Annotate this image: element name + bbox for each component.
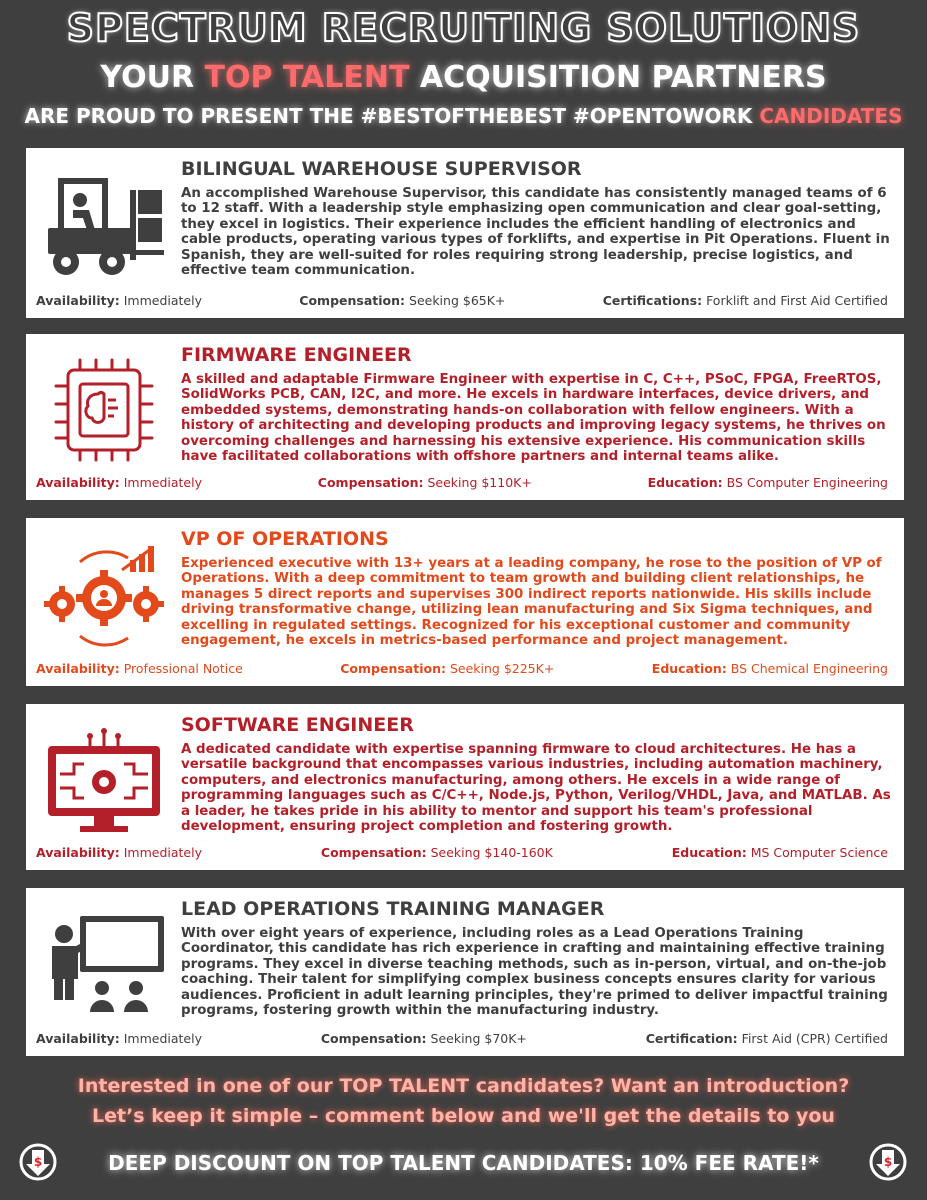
availability: Availability: Immediately xyxy=(36,475,202,490)
candidate-card-vp-operations xyxy=(26,518,904,686)
tagline xyxy=(0,60,927,95)
subline xyxy=(0,104,927,128)
svg-text:$: $ xyxy=(33,1155,43,1169)
candidate-details xyxy=(36,661,888,676)
candidate-title: LEAD OPERATIONS TRAINING MANAGER xyxy=(181,898,605,920)
tagline-suffix: ACQUISITION PARTNERS xyxy=(409,60,827,95)
availability: Availability: Immediately xyxy=(36,293,202,308)
candidate-details xyxy=(36,1031,888,1046)
candidate-card-training-manager xyxy=(26,888,904,1056)
candidate-title: BILINGUAL WAREHOUSE SUPERVISOR xyxy=(181,158,582,180)
cta-line-1: Interested in one of our TOP TALENT candidates? Want an introduction? xyxy=(77,1075,850,1097)
brain-chip-icon xyxy=(40,356,168,466)
candidate-description: A dedicated candidate with expertise spanning firmware to cloud architectures. He has a versatile background that encompasses various industries, including automation machinery, computers, and electronics manufacturing, among others. He excels in a wide range of programming languages such as C/C++, Node.js, Python, Verilog/VHDL, Java, and MATLAB. As a leader, he takes pride in his ability to mentor and support his team's professional development, ensuring project completion and fostering growth. xyxy=(181,742,891,835)
cta-line-2: Let’s keep it simple – comment below and we'll get the details to you xyxy=(92,1105,835,1127)
gears-growth-icon xyxy=(40,540,168,650)
trainer-presentation-icon xyxy=(40,910,168,1020)
compensation: Compensation: Seeking $110K+ xyxy=(317,475,532,490)
compensation: Compensation: Seeking $225K+ xyxy=(340,661,555,676)
certifications: Certifications: Forklift and First Aid Certified xyxy=(602,293,888,308)
candidate-card-warehouse-supervisor xyxy=(26,148,904,318)
availability: Availability: Immediately xyxy=(36,1031,202,1046)
dollar-down-arrow-icon xyxy=(868,1142,908,1182)
compensation: Compensation: Seeking $140-160K xyxy=(320,845,553,860)
availability: Availability: Professional Notice xyxy=(36,661,243,676)
svg-text:$: $ xyxy=(883,1155,893,1169)
candidate-description: With over eight years of experience, including roles as a Lead Operations Training Coordinator, this candidate has rich experience in crafting and maintaining effective training programs. They excel in diverse teaching methods, such as in-person, virtual, and on-the-job coaching. Their talent for simplifying complex business concepts ensures clarity for various audiences. Proficient in adult learning principles, they're primed to deliver impactful training programs, fostering growth within the manufacturing industry. xyxy=(181,926,888,1019)
candidate-description: A skilled and adaptable Firmware Engineer with expertise in C, C++, PSoC, FPGA, FreeRTOS, SolidWorks PCB, CAN, I2C, and more. He excels in hardware interfaces, device drivers, and embedded systems, demonstrating hands-on collaboration with fellow engineers. With a history of architecting and developing products and improving legacy systems, he thrives on overcoming challenges and harnessing his extensive experience. His communication skills have facilitated collaborations with offshore partners and internal teams alike. xyxy=(181,372,886,465)
subline-prefix: ARE PROUD TO PRESENT THE #BESTOFTHEBEST #OPENTOWORK xyxy=(24,104,760,128)
candidate-title: FIRMWARE ENGINEER xyxy=(181,344,412,366)
education: Education: BS Chemical Engineering xyxy=(651,661,888,676)
candidate-details xyxy=(36,293,888,308)
tagline-prefix: YOUR xyxy=(100,60,205,95)
compensation: Compensation: Seeking $65K+ xyxy=(299,293,506,308)
candidate-card-firmware-engineer xyxy=(26,334,904,500)
tagline-highlight: TOP TALENT xyxy=(204,60,410,95)
candidate-title: VP OF OPERATIONS xyxy=(181,528,389,550)
certification: Certification: First Aid (CPR) Certified xyxy=(645,1031,888,1046)
subline-highlight: CANDIDATES xyxy=(759,104,903,128)
monitor-circuit-icon xyxy=(40,726,168,836)
candidate-description: Experienced executive with 13+ years at a leading company, he rose to the position of VP of Operations. With a deep commitment to team growth and building client relationships, he manages 5 direct reports and supervises 300 indirect reports nationwide. His skills include driving transformative change, utilizing lean manufacturing and Six Sigma techniques, and excelling in regulated settings. Recognized for his exceptional customer and community engagement, he excels in metrics-based performance and project management. xyxy=(181,556,882,649)
candidate-card-software-engineer xyxy=(26,704,904,870)
candidate-title: SOFTWARE ENGINEER xyxy=(181,714,414,736)
candidate-details xyxy=(36,845,888,860)
forklift-icon xyxy=(40,170,168,280)
candidate-description: An accomplished Warehouse Supervisor, this candidate has consistently managed teams of 6 to 12 staff. With a leadership style emphasizing open communication and clear goal-setting, they excel in logistics. Their experience includes the efficient handling of electronics and cable products, operating various types of forklifts, and expertise in Pit Operations. Fluent in Spanish, they are well-suited for roles requiring strong leadership, precise logistics, and effective team communication. xyxy=(181,186,890,279)
education: Education: BS Computer Engineering xyxy=(647,475,888,490)
education: Education: MS Computer Science xyxy=(671,845,888,860)
compensation: Compensation: Seeking $70K+ xyxy=(320,1031,527,1046)
availability: Availability: Immediately xyxy=(36,845,202,860)
candidate-details xyxy=(36,475,888,490)
footer-discount: DEEP DISCOUNT ON TOP TALENT CANDIDATES: 10% FEE RATE!* xyxy=(108,1151,819,1175)
company-name: SPECTRUM RECRUITING SOLUTIONS xyxy=(66,6,861,50)
